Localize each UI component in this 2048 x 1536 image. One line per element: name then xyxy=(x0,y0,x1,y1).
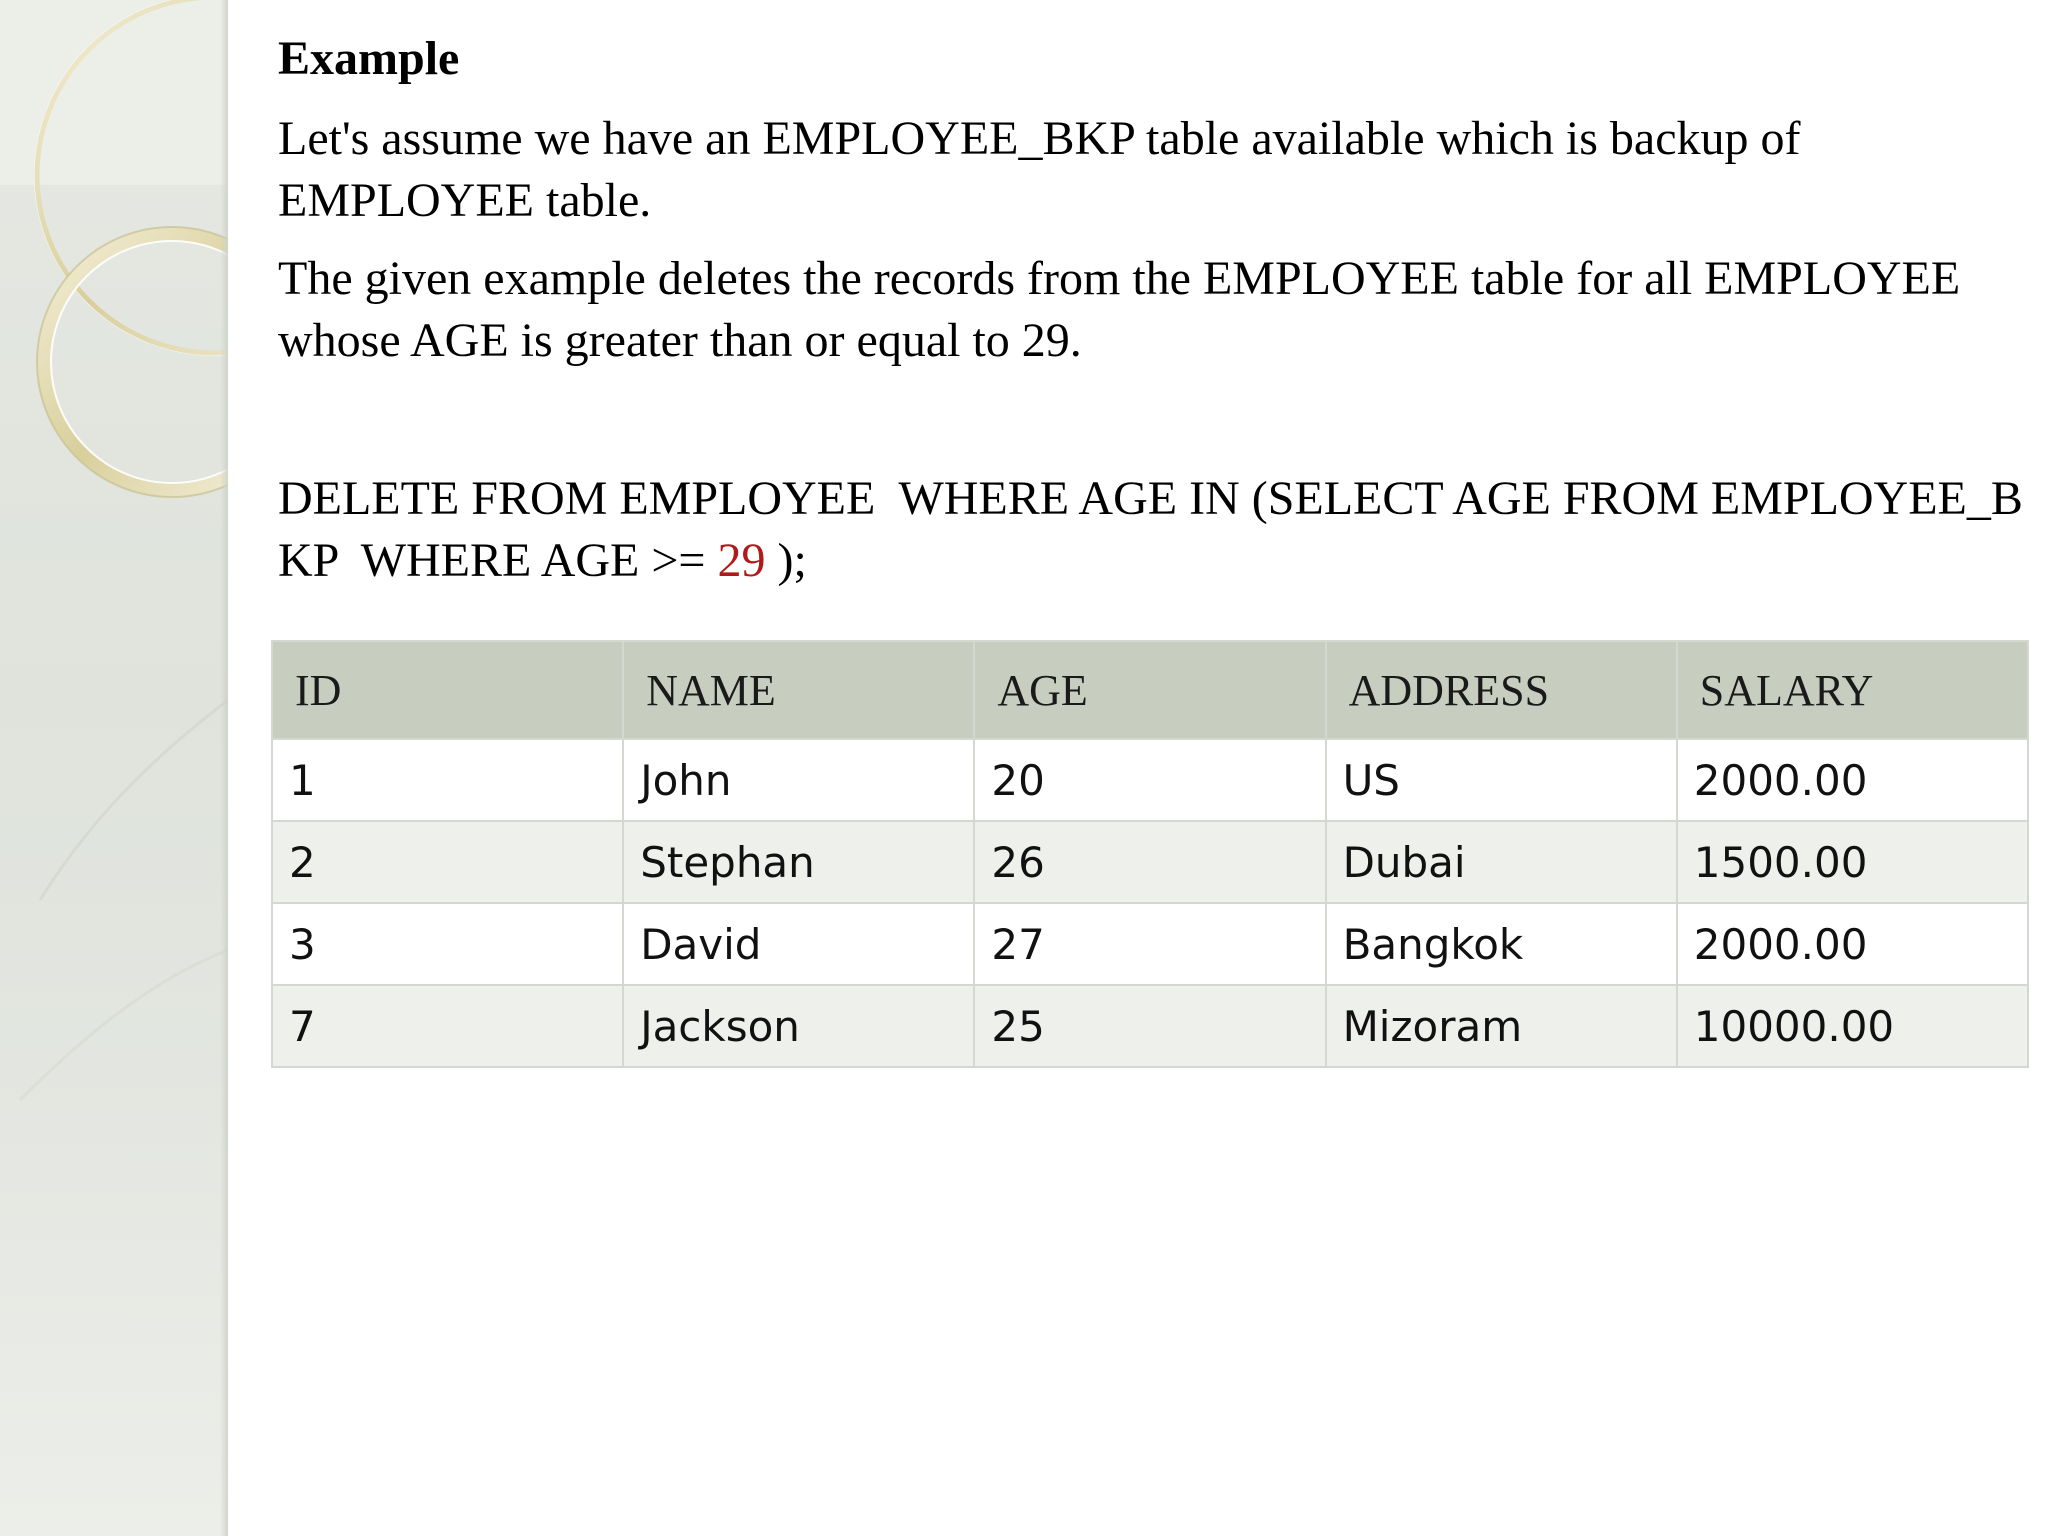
slide-heading: Example xyxy=(278,32,460,85)
cell-salary: 2000.00 xyxy=(1677,903,2028,985)
column-header-address: ADDRESS xyxy=(1326,641,1677,739)
description-paragraph: The given example deletes the records from the EMPLOYEE table for all EMPLOYEE whose AGE is greater than or equal to 29. xyxy=(278,252,1961,367)
cell-name: John xyxy=(623,739,974,821)
cell-name: Stephan xyxy=(623,821,974,903)
cell-id: 3 xyxy=(272,903,623,985)
sql-query-end: ); xyxy=(765,534,807,587)
cell-salary: 2000.00 xyxy=(1677,739,2028,821)
cell-age: 20 xyxy=(974,739,1325,821)
cell-id: 1 xyxy=(272,739,623,821)
table-row xyxy=(272,985,2028,1067)
table-row xyxy=(272,739,2028,821)
table-row xyxy=(272,821,2028,903)
cell-age: 27 xyxy=(974,903,1325,985)
intro-paragraph: Let's assume we have an EMPLOYEE_BKP table available which is backup of EMPLOYEE table. xyxy=(278,112,1801,227)
decorative-rings-graphic xyxy=(0,0,228,1536)
cell-address: US xyxy=(1326,739,1677,821)
cell-name: David xyxy=(623,903,974,985)
column-header-name: NAME xyxy=(623,641,974,739)
cell-address: Mizoram xyxy=(1326,985,1677,1067)
sql-query xyxy=(278,468,2028,592)
decorative-sidebar xyxy=(0,0,228,1536)
cell-id: 7 xyxy=(272,985,623,1067)
cell-address: Dubai xyxy=(1326,821,1677,903)
employee-table xyxy=(271,640,2029,1068)
cell-age: 26 xyxy=(974,821,1325,903)
cell-salary: 1500.00 xyxy=(1677,821,2028,903)
cell-name: Jackson xyxy=(623,985,974,1067)
sql-query-number: 29 xyxy=(717,534,766,587)
table-header-row xyxy=(272,641,2028,739)
cell-address: Bangkok xyxy=(1326,903,1677,985)
table-row xyxy=(272,903,2028,985)
column-header-age: AGE xyxy=(974,641,1325,739)
sidebar-edge-shadow xyxy=(220,0,228,1536)
cell-salary: 10000.00 xyxy=(1677,985,2028,1067)
column-header-id: ID xyxy=(272,641,623,739)
cell-age: 25 xyxy=(974,985,1325,1067)
sql-query-text: DELETE FROM EMPLOYEE WHERE AGE IN (SELECT AGE FROM EMPLOYEE_BKP WHERE AGE >= xyxy=(278,472,2023,587)
cell-id: 2 xyxy=(272,821,623,903)
column-header-salary: SALARY xyxy=(1677,641,2028,739)
